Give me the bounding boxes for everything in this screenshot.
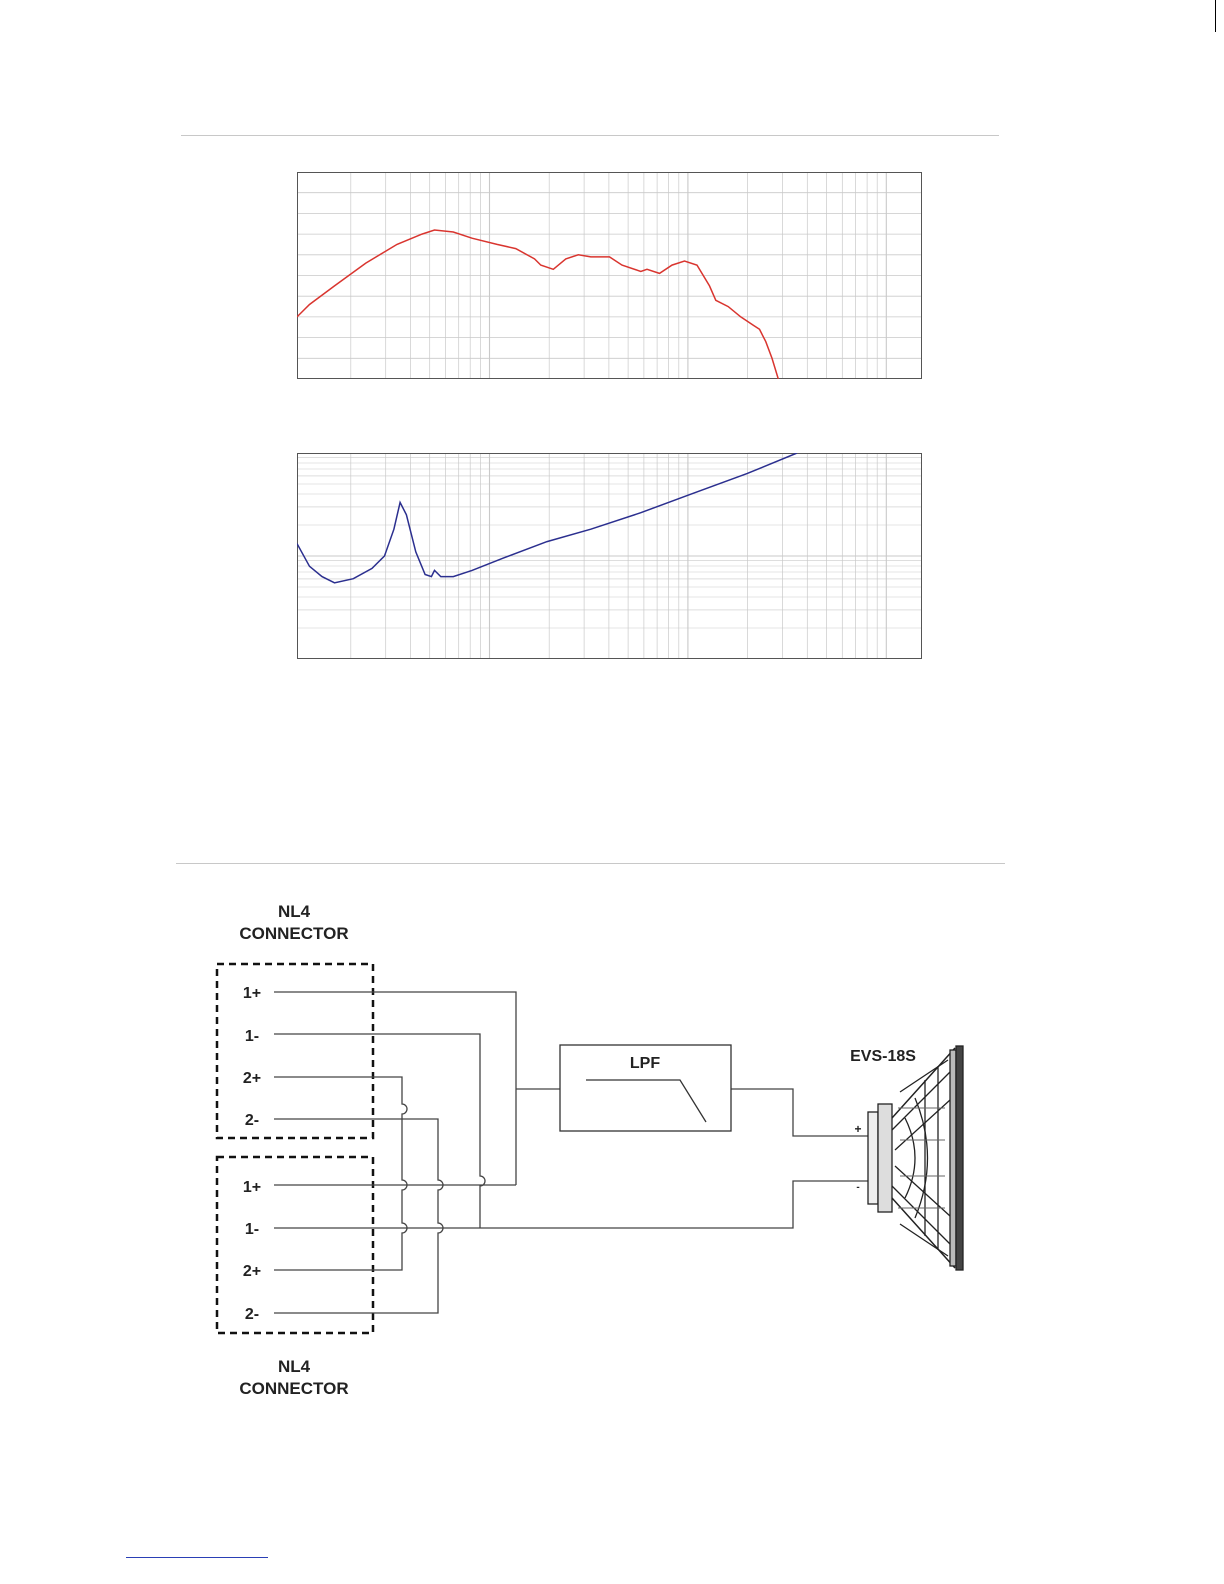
section-divider-bottom — [176, 863, 1005, 864]
connector-top-title-line2: CONNECTOR — [239, 924, 349, 943]
impedance-plot — [297, 453, 922, 659]
connector-bottom-box — [217, 1157, 373, 1333]
top-pin-1-plus: 1+ — [242, 985, 262, 1002]
section-divider-top — [181, 135, 999, 136]
wire-bottom-1-minus — [274, 1181, 868, 1228]
bottom-pin-2-minus: 2- — [244, 1306, 260, 1323]
lpf-label: LPF — [629, 1055, 661, 1072]
chart-grid — [297, 453, 922, 659]
bottom-pin-2-plus: 2+ — [242, 1263, 262, 1280]
wires — [274, 992, 868, 1313]
speaker-minus-terminal: - — [856, 1182, 860, 1193]
impedance-chart — [297, 453, 922, 659]
frequency-response-plot — [297, 172, 922, 379]
connector-bottom-title-line1: NL4 — [277, 1357, 311, 1376]
bottom-pin-1-minus: 1- — [244, 1221, 260, 1238]
frequency-response-chart — [297, 172, 922, 379]
wire-2-minus — [274, 1119, 443, 1313]
chart-grid — [297, 172, 922, 379]
top-pin-2-minus: 2- — [244, 1112, 260, 1129]
footer-link-underline[interactable] — [126, 1557, 268, 1558]
wire-2-plus — [274, 1077, 407, 1270]
wire-top-1-minus — [274, 1034, 485, 1228]
bottom-pin-1-plus: 1+ — [242, 1179, 262, 1196]
wiring-diagram — [0, 870, 1224, 1430]
speaker-plus-terminal: + — [854, 1122, 862, 1136]
frequency-response-line — [297, 230, 778, 379]
connector-top-box — [217, 964, 373, 1138]
wire-lpf-output — [731, 1089, 868, 1136]
top-pin-1-minus: 1- — [244, 1028, 260, 1045]
speaker-drawing-icon — [868, 1046, 963, 1270]
wiring-diagram-svg — [0, 870, 1224, 1430]
impedance-line — [297, 453, 797, 583]
connector-top-title-line1: NL4 — [277, 902, 311, 921]
page-edge-mark — [1215, 0, 1216, 32]
speaker-label: EVS-18S — [850, 1048, 916, 1065]
connector-bottom-title-line2: CONNECTOR — [239, 1379, 349, 1398]
top-pin-2-plus: 2+ — [242, 1070, 262, 1087]
